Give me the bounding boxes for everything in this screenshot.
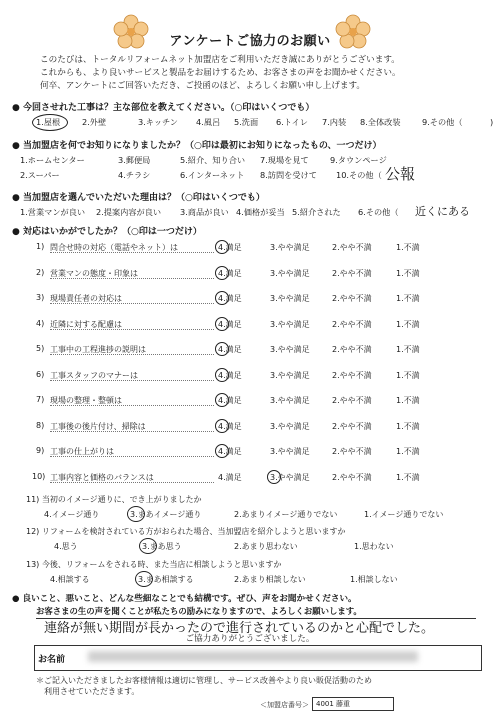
q1-option[interactable]: 9.その他（ (422, 117, 463, 127)
q11-selection-circle (127, 506, 145, 522)
rating-row-number: 3) (36, 293, 45, 302)
rating-option[interactable]: 1.不満 (396, 396, 420, 405)
rating-option[interactable]: 1.不満 (396, 268, 420, 278)
q1-selection-circle (32, 114, 68, 131)
intro-line: このたびは、トータルリフォームネット加盟店をご利用いただき誠にありがとうございます。 (40, 55, 400, 65)
intro-line: 何卒、アンケートにご回答いただき、ご投函のほど、よろしくお願い申し上げます。 (40, 81, 366, 91)
q13-option[interactable]: 2.あまり相談しない (234, 575, 306, 584)
rating-option[interactable]: 2.やや不満 (332, 345, 372, 354)
rating-option[interactable]: 3.やや満足 (270, 421, 310, 431)
rating-option[interactable]: 3.やや満足 (270, 345, 310, 354)
row-leader-line (50, 431, 214, 432)
bullet-icon: ● (12, 141, 20, 151)
q2-note: （○印は最初にお知りになったもの、一つだけ） (185, 141, 382, 151)
rating-option[interactable]: 3.やや満足 (270, 447, 310, 456)
q11-label: 11) 当初のイメージ通りに、でき上がりましたか (26, 495, 202, 504)
row-leader-line (50, 354, 214, 355)
rating-option[interactable]: 1.不満 (396, 345, 420, 354)
q5-label: 良いこと、悪いこと、どんな些細なことでも結構です。ぜひ、声をお聞かせください。 (22, 594, 357, 604)
bullet-icon: ● (12, 193, 20, 203)
q3-option[interactable]: 3.商品が良い (180, 207, 229, 217)
rating-option[interactable]: 1.不満 (396, 319, 420, 329)
row-leader-line (50, 405, 214, 406)
rating-row-label: 現場の整理・整頓は (50, 396, 122, 405)
q2-option[interactable]: 6.インターネット (180, 170, 245, 180)
bullet-icon: ● (12, 227, 20, 237)
rating-option[interactable]: 4.満足 (218, 447, 242, 456)
rating-option[interactable]: 4.満足 (218, 243, 242, 252)
rating-row-label: 近隣に対する配慮は (50, 319, 122, 329)
notice-line: ＊ご記入いただきましたお客様情報は適切に管理し、サービス改善やより良い販促活動のため (36, 676, 372, 685)
rating-row-number: 5) (36, 344, 45, 353)
q11-option[interactable]: 4.イメージ通り (44, 510, 100, 519)
rating-option[interactable]: 1.不満 (396, 294, 420, 303)
q2-option[interactable]: 4.チラシ (118, 170, 151, 180)
q4-note: （○印は一つだけ） (122, 227, 202, 237)
q2-heading (12, 138, 382, 151)
q13-option[interactable]: 1.相談しない (350, 575, 398, 584)
q1-option[interactable]: 2.外壁 (82, 117, 107, 127)
rating-option[interactable]: 4.満足 (218, 472, 242, 482)
rating-row-label: 工事スタッフのマナーは (50, 370, 138, 380)
rating-selection-circle (215, 291, 229, 305)
q2-label: 当加盟店を何でお知りになりましたか？ (23, 141, 186, 151)
q1-heading (12, 100, 314, 113)
rating-selection-circle (215, 342, 229, 356)
q13-option[interactable]: 3.まあ相談する (138, 575, 194, 584)
q13-option[interactable]: 4.相談する (50, 575, 90, 584)
rating-option[interactable]: 4.満足 (218, 421, 242, 431)
row-leader-line (50, 252, 214, 253)
q2-option[interactable]: 2.スーパー (20, 170, 60, 180)
rating-option[interactable]: 2.やや不満 (332, 319, 372, 329)
rating-option[interactable]: 3.やや満足 (270, 243, 310, 252)
q2-option[interactable]: 10.その他（ (336, 170, 382, 180)
q12-option[interactable]: 2.あまり思わない (234, 542, 298, 551)
q11-option[interactable]: 2.あまりイメージ通りでない (234, 510, 338, 519)
row-leader-line (50, 303, 214, 304)
q3-option[interactable]: 5.紹介された (292, 207, 341, 217)
name-label: お名前 (38, 655, 66, 665)
rating-option[interactable]: 2.やや不満 (332, 370, 372, 380)
q1-option[interactable]: 8.全体改装 (360, 117, 401, 127)
rating-row-label: 工事中の工程進捗の説明は (50, 345, 146, 354)
q1-option-close: ) (490, 117, 494, 127)
rating-selection-circle (215, 419, 229, 433)
rating-row-label: 営業マンの態度・印象は (50, 268, 138, 278)
q1-note: （○印はいくつでも） (230, 103, 315, 113)
rating-option[interactable]: 4.満足 (218, 396, 242, 405)
rating-option[interactable]: 2.やや不満 (332, 472, 372, 482)
q12-option[interactable]: 3.まあ思う (142, 542, 182, 551)
rating-option[interactable]: 1.不満 (396, 472, 420, 482)
rating-option[interactable]: 4.満足 (218, 370, 242, 380)
q4-heading (12, 224, 202, 237)
q3-handwritten-answer: 近くにある (415, 205, 470, 218)
q1-option[interactable]: 4.風呂 (196, 117, 221, 127)
intro-text (40, 54, 401, 93)
rating-row-number: 6) (36, 369, 45, 379)
q1-option[interactable]: 1.屋根 (36, 117, 61, 127)
comment-handwritten[interactable]: 連絡が無い期間が長かったので進行されているのかと心配でした。 (44, 621, 435, 636)
q3-option[interactable]: 6.その他（ (358, 207, 399, 217)
rating-option[interactable]: 3.やや満足 (270, 294, 310, 303)
q2-option[interactable]: 3.郵便局 (118, 155, 151, 165)
rating-option[interactable]: 1.不満 (396, 243, 420, 252)
q1-option[interactable]: 3.キッチン (138, 117, 178, 127)
q5-sub: お客さまの生の声を聞くことが私たちの励みになりますので、よろしくお願いします。 (36, 606, 362, 616)
rating-row-number: 8) (36, 420, 45, 430)
rating-row-number: 10) (32, 471, 46, 481)
rating-option[interactable]: 2.やや不満 (332, 396, 372, 405)
row-leader-line (50, 456, 214, 457)
q1-option[interactable]: 6.トイレ (276, 117, 308, 127)
rating-option[interactable]: 4.満足 (218, 294, 242, 303)
rating-row-label: 問合せ時の対応（電話やネット）は (50, 243, 178, 252)
rating-option[interactable]: 1.不満 (396, 421, 420, 431)
rating-row-label: 工事後の後片付け、掃除は (50, 421, 146, 431)
q11-option[interactable]: 3.まあイメージ通り (130, 510, 202, 519)
notice-line: 利用させていただきます。 (36, 687, 140, 696)
row-leader-line (50, 380, 214, 381)
row-leader-line (50, 482, 214, 483)
q2-handwritten-answer: 公報 (385, 165, 416, 183)
rating-option[interactable]: 2.やや不満 (332, 243, 372, 252)
q3-option[interactable]: 4.価格が妥当 (236, 207, 285, 217)
rating-selection-circle (215, 368, 229, 382)
rating-selection-circle (215, 393, 229, 407)
q2-options (20, 155, 490, 185)
rating-row-label: 工事の仕上がりは (50, 447, 114, 456)
q2-option[interactable]: 1.ホームセンター (20, 155, 85, 165)
rating-option[interactable]: 3.やや満足 (270, 370, 310, 380)
rating-option[interactable]: 1.不満 (396, 447, 420, 456)
survey-title: アンケートご協力のお願い (169, 34, 331, 49)
rating-option[interactable]: 3.やや満足 (270, 472, 310, 482)
rating-row-number: 4) (36, 318, 45, 328)
row-leader-line (50, 278, 214, 279)
bullet-icon: ● (12, 594, 20, 604)
q2-option[interactable]: 9.タウンページ (330, 155, 387, 165)
q11-option[interactable]: 1.イメージ通りでない (364, 510, 444, 519)
rating-selection-circle (215, 266, 229, 280)
q2-option[interactable]: 8.訪問を受けて (260, 170, 317, 180)
q1-label: 今回させれた工事は？主な部位を教えてください。 (23, 103, 231, 113)
rating-row-label: 工事内容と価格のバランスは (50, 472, 154, 482)
q2-option[interactable]: 5.紹介、知り合い (180, 155, 246, 165)
q13-selection-circle (135, 571, 153, 587)
privacy-notice (36, 675, 372, 697)
rating-selection-circle (215, 444, 229, 458)
rating-row-number: 2) (36, 267, 45, 277)
intro-line: これからも、より良いサービスと製品をお届けするため、お客さまの声をお聞かせください。 (40, 68, 401, 78)
rating-option[interactable]: 3.やや満足 (270, 268, 310, 278)
q1-option[interactable]: 5.洗面 (234, 117, 259, 127)
rating-option[interactable]: 2.やや不満 (332, 268, 372, 278)
q12-option[interactable]: 1.思わない (354, 542, 394, 551)
rating-option[interactable]: 4.満足 (218, 268, 242, 278)
rating-option[interactable]: 3.やや満足 (270, 396, 310, 405)
redacted-name (88, 651, 418, 662)
bullet-icon: ● (12, 103, 20, 113)
store-number-label: ＜加盟店番号＞ (260, 701, 309, 709)
rating-option[interactable]: 4.満足 (218, 319, 242, 329)
q12-label: 12) リフォームを検討されている方がおられた場合、当加盟店を紹介しようと思いますか (26, 527, 346, 536)
q3-heading (12, 190, 265, 203)
rating-option[interactable]: 2.やや不満 (332, 447, 372, 456)
rating-row-number: 9) (36, 446, 45, 455)
rating-selection-circle (215, 240, 229, 254)
q3-option[interactable]: 1.営業マンが良い (20, 207, 86, 217)
rating-selection-circle (267, 470, 281, 484)
rating-row-label: 現場責任者の対応は (50, 294, 122, 303)
rating-selection-circle (215, 317, 229, 331)
q3-label: 当加盟店を選んでいただいた理由は？ (23, 193, 177, 203)
q13-label: 13) 今後、リフォームをされる時、また当店に相談しようと思いますか (26, 560, 282, 569)
rating-option[interactable]: 4.満足 (218, 345, 242, 354)
rating-option[interactable]: 2.やや不満 (332, 421, 372, 431)
thanks-text: ご協力ありがとうございました。 (185, 634, 315, 644)
q12-option[interactable]: 4.思う (54, 542, 78, 551)
rating-row-number: 7) (36, 395, 45, 404)
q3-note: （○印はいくつでも） (176, 193, 265, 203)
row-leader-line (50, 329, 214, 330)
rating-row-number: 1) (36, 242, 45, 251)
q3-option[interactable]: 2.提案内容が良い (96, 207, 162, 217)
q2-option[interactable]: 7.現場を見て (260, 155, 309, 165)
rating-option[interactable]: 1.不満 (396, 370, 420, 380)
store-number-value: 4001 藤重 (316, 700, 351, 708)
rating-option[interactable]: 3.やや満足 (270, 319, 310, 329)
rating-option[interactable]: 2.やや不満 (332, 294, 372, 303)
q5-heading (12, 592, 357, 604)
q4-label: 対応はいかがでしたか？ (23, 227, 123, 237)
q1-option[interactable]: 7.内装 (322, 117, 347, 127)
q12-selection-circle (139, 538, 157, 554)
